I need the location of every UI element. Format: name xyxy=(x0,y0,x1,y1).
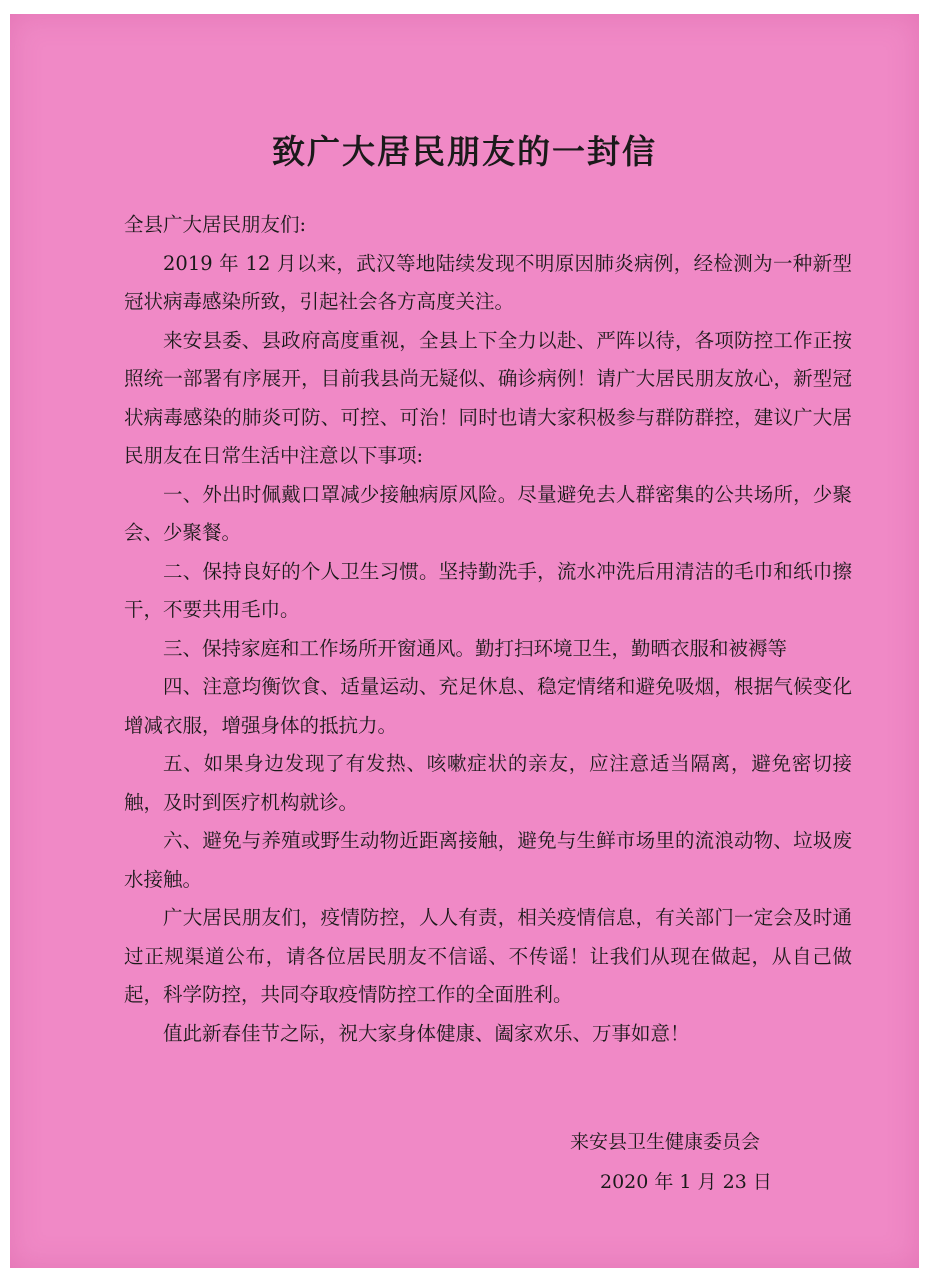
letter-paragraph: 六、避免与养殖或野生动物近距离接触，避免与生鲜市场里的流浪动物、垃圾废水接触。 xyxy=(124,829,852,891)
letter-paragraph: 三、保持家庭和工作场所开窗通风。勤打扫环境卫生，勤晒衣服和被褥等 xyxy=(163,636,788,660)
letter-title: 致广大居民朋友的一封信 xyxy=(272,132,657,171)
letter-paragraph: 广大居民朋友们，疫情防控，人人有责，相关疫情信息，有关部门一定会及时通过正规渠道公布，请各位居民朋友不信谣、不传谣！让我们从现在做起，从自己做起，科学防控，共同夺取疫情防控工作的全面胜利。 xyxy=(124,906,852,1006)
letter-paragraph: 四、注意均衡饮食、适量运动、充足休息、稳定情绪和避免吸烟，根据气候变化增减衣服，增强身体的抵抗力。 xyxy=(124,675,852,737)
letter-paragraph: 来安县委、县政府高度重视，全县上下全力以赴、严阵以待，各项防控工作正按照统一部署有序展开，目前我县尚无疑似、确诊病例！请广大居民朋友放心，新型冠状病毒感染的肺炎可防、可控、可治！同时也请大家积极参与群防群控，建议广大居民朋友在日常生活中注意以下事项: xyxy=(124,328,852,467)
letter-paragraph: 2019 年 12 月以来，武汉等地陆续发现不明原因肺炎病例，经检测为一种新型冠状病毒感染所致，引起社会各方高度关注。 xyxy=(124,251,852,313)
letter-paragraph: 五、如果身边发现了有发热、咳嗽症状的亲友，应注意适当隔离，避免密切接触，及时到医疗机构就诊。 xyxy=(124,752,852,814)
letter-signature xyxy=(550,1122,810,1202)
letter-greeting: 全县广大居民朋友们: xyxy=(124,213,307,236)
letter-paragraph: 二、保持良好的个人卫生习惯。坚持勤洗手，流水冲洗后用清洁的毛巾和纸巾擦干，不要共用毛巾。 xyxy=(124,559,852,621)
letter-body xyxy=(124,206,852,1053)
letter-sheet xyxy=(10,14,919,1268)
signature-organization: 来安县卫生健康委员会 xyxy=(570,1131,761,1153)
signature-date: 2020 年 1 月 23 日 xyxy=(600,1171,772,1193)
letter-paragraph: 值此新春佳节之际，祝大家身体健康、阖家欢乐、万事如意！ xyxy=(163,1021,690,1045)
letter-paragraph: 一、外出时佩戴口罩减少接触病原风险。尽量避免去人群密集的公共场所，少聚会、少聚餐。 xyxy=(124,482,852,544)
